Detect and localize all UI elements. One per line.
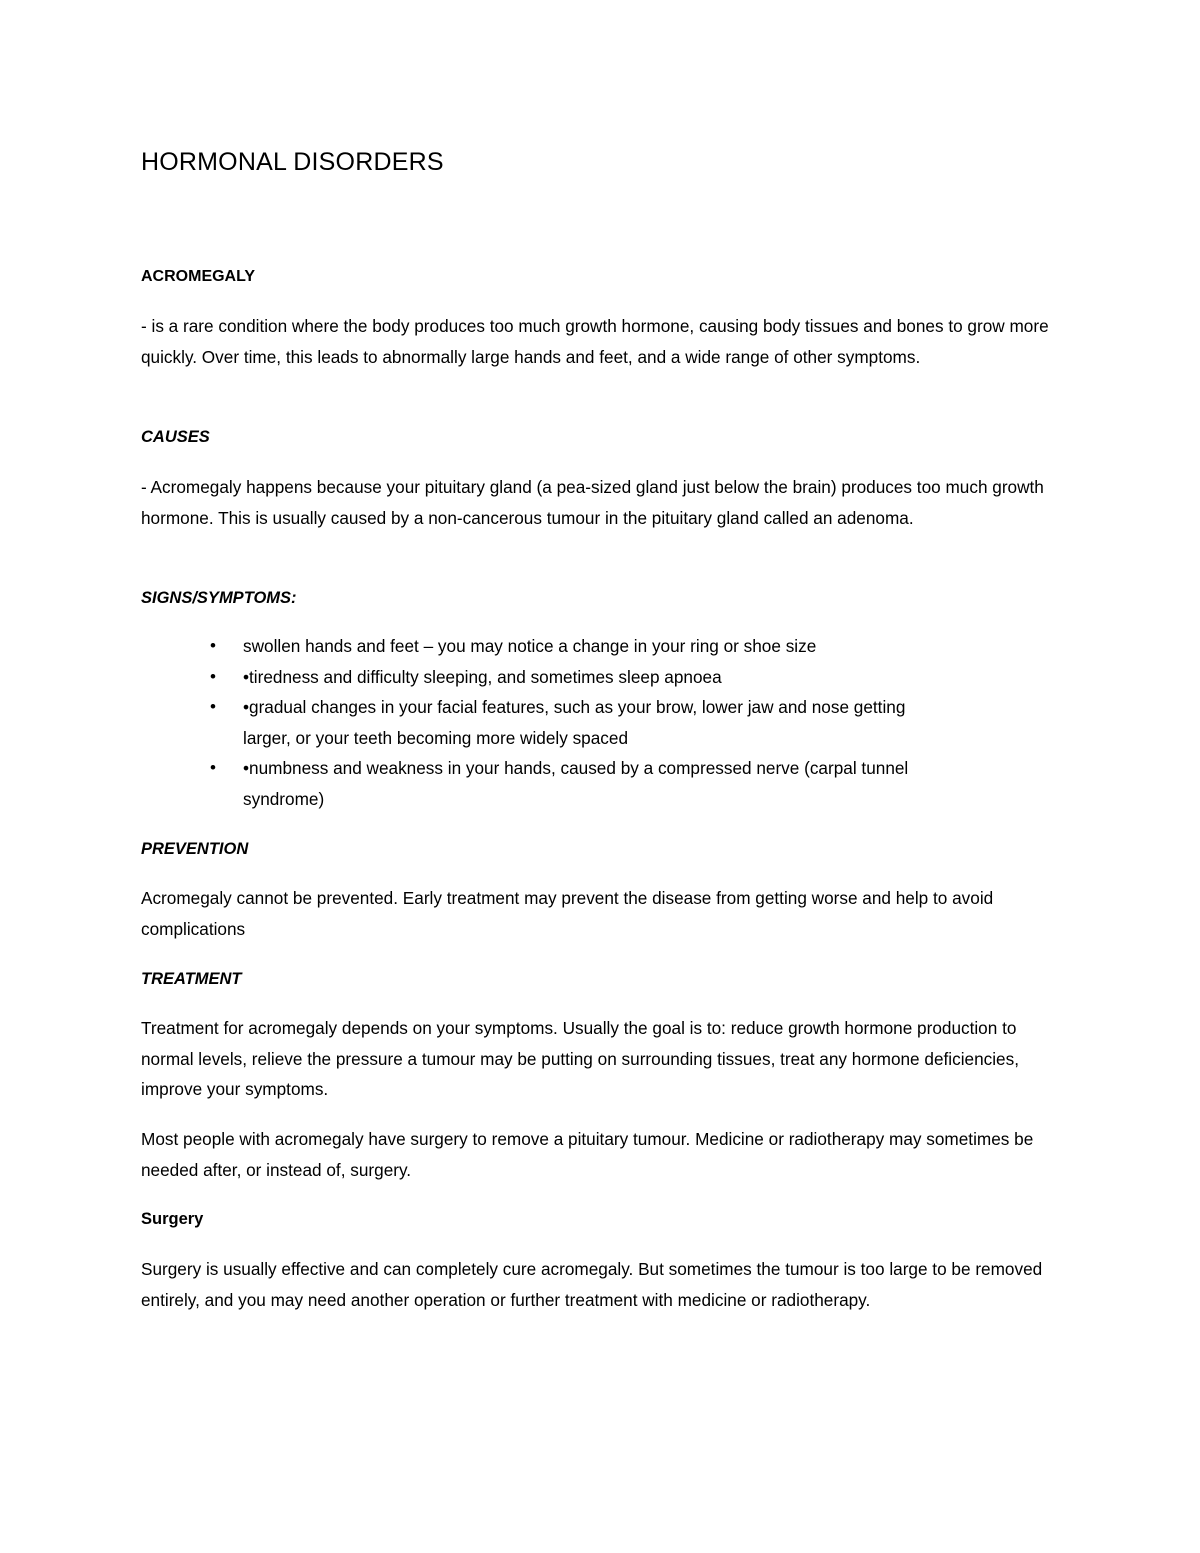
causes-heading: CAUSES [141, 428, 210, 446]
bullet-icon: • [210, 636, 216, 655]
prevention-heading: PREVENTION [141, 840, 249, 858]
surgery-heading: Surgery [141, 1210, 204, 1228]
symptoms-list [141, 631, 1041, 814]
prevention-paragraph: Acromegaly cannot be prevented. Early treatment may prevent the disease from getting worse and help to avoid complications [141, 888, 994, 939]
list-item-text: •tiredness and difficulty sleeping, and sometimes sleep apnoea [243, 666, 722, 687]
surgery-paragraph: Surgery is usually effective and can completely cure acromegaly. But sometimes the tumour is too large to be removed entirely, and you may need another operation or further treatment with medicine or radiotherapy. [141, 1259, 1043, 1310]
treatment-heading: TREATMENT [141, 970, 242, 988]
list-item [141, 753, 923, 814]
list-item [141, 692, 923, 753]
causes-paragraph: - Acromegaly happens because your pituitary gland (a pea-sized gland just below the brain) produces too much growth hormone. This is usually caused by a non-cancerous tumour in the pituitary gland called an adenoma. [141, 477, 1044, 528]
acromegaly-intro-paragraph: - is a rare condition where the body produces too much growth hormone, causing body tissues and bones to grow more quickly. Over time, this leads to abnormally large hands and feet, and a wide range of other symptoms. [141, 316, 1049, 367]
list-item-text: •gradual changes in your facial features, such as your brow, lower jaw and nose getting larger, or your teeth becoming more widely spaced [243, 697, 906, 748]
symptoms-heading: SIGNS/SYMPTOMS: [141, 589, 297, 607]
list-item [141, 631, 923, 662]
list-item [141, 662, 923, 693]
bullet-icon: • [210, 697, 216, 716]
list-item-text: •numbness and weakness in your hands, caused by a compressed nerve (carpal tunnel syndrome) [243, 758, 909, 809]
bullet-icon: • [210, 666, 216, 686]
treatment-paragraph-1: Treatment for acromegaly depends on your symptoms. Usually the goal is to: reduce growth hormone production to normal levels, relieve the pressure a tumour may be putting on surrounding tissues, treat any hormone deficiencies, improve your symptoms. [141, 1018, 1019, 1099]
bullet-icon: • [210, 758, 216, 777]
list-item-text: swollen hands and feet – you may notice a change in your ring or shoe size [243, 636, 817, 656]
treatment-paragraph-2: Most people with acromegaly have surgery to remove a pituitary tumour. Medicine or radiotherapy may sometimes be needed after, or instead of, surgery. [141, 1129, 1034, 1180]
document-title: HORMONAL DISORDERS [141, 148, 444, 176]
section-heading-acromegaly: ACROMEGALY [141, 268, 256, 285]
